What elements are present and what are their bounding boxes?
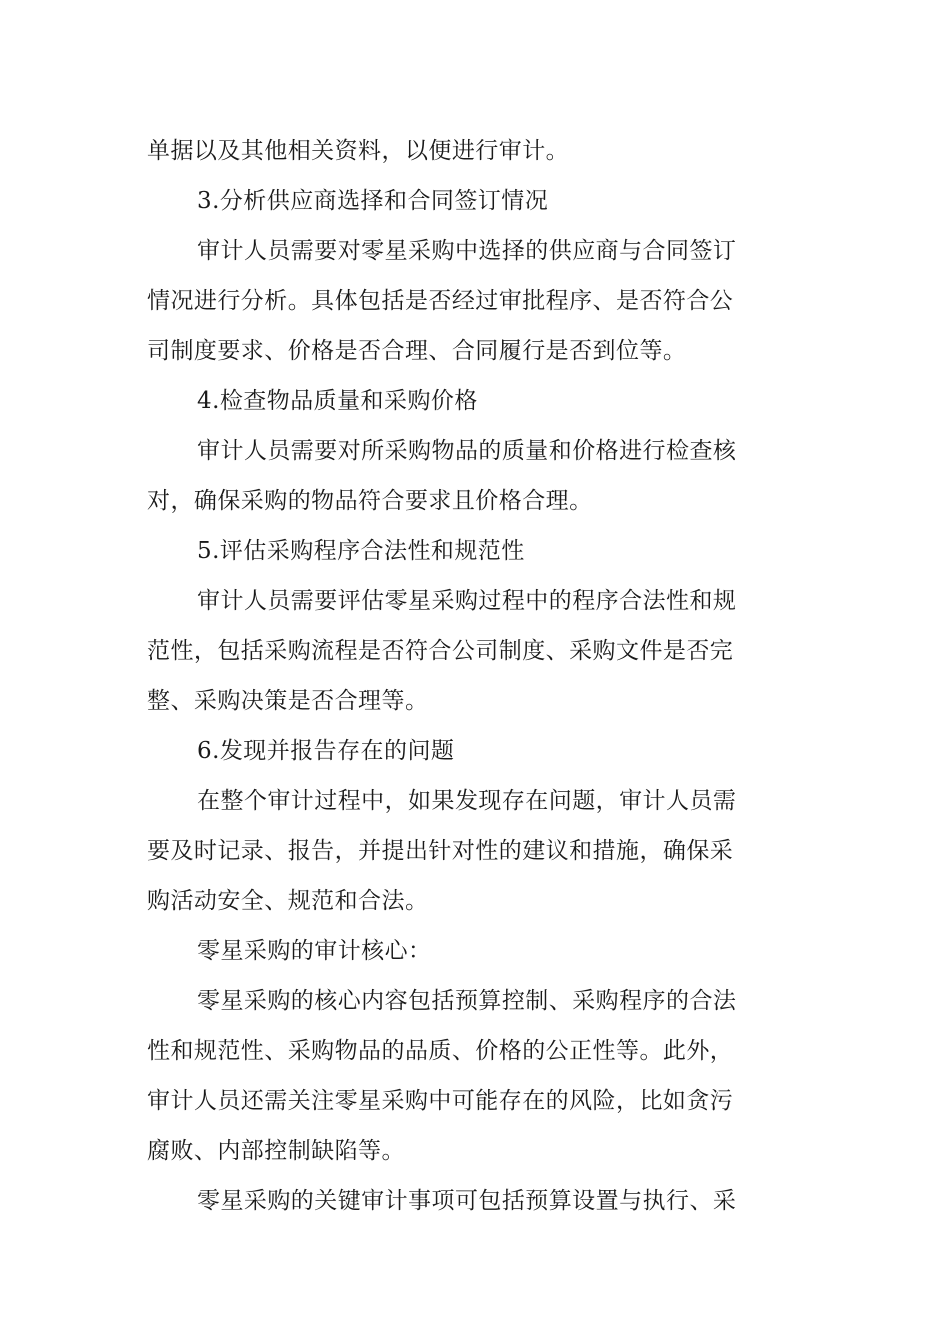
text-line: 司制度要求、价格是否合理、合同履行是否到位等。: [147, 338, 687, 364]
text-line: 审计人员需要评估零星采购过程中的程序合法性和规: [197, 588, 737, 614]
text-line: 购活动安全、规范和合法。: [147, 888, 429, 914]
text-line: 审计人员需要对零星采购中选择的供应商与合同签订: [197, 238, 737, 264]
section-heading-5: 5.评估采购程序合法性和规范性: [197, 538, 525, 564]
text-line: 整、采购决策是否合理等。: [147, 688, 429, 714]
subheading-audit-core: 零星采购的审计核心：: [197, 938, 432, 964]
text-line: 对，确保采购的物品符合要求且价格合理。: [147, 488, 593, 514]
text-line: 在整个审计过程中，如果发现存在问题，审计人员需: [197, 788, 737, 814]
text-line: 审计人员还需关注零星采购中可能存在的风险，比如贪污: [147, 1088, 734, 1114]
section-heading-6: 6.发现并报告存在的问题: [197, 738, 455, 764]
text-line: 审计人员需要对所采购物品的质量和价格进行检查核: [197, 438, 737, 464]
text-line: 单据以及其他相关资料，以便进行审计。: [147, 138, 570, 164]
text-line: 零星采购的核心内容包括预算控制、采购程序的合法: [197, 988, 737, 1014]
text-line: 要及时记录、报告，并提出针对性的建议和措施，确保采: [147, 838, 734, 864]
text-line: 腐败、内部控制缺陷等。: [147, 1138, 405, 1164]
text-line: 零星采购的关键审计事项可包括预算设置与执行、采: [197, 1188, 737, 1214]
text-line: 情况进行分析。具体包括是否经过审批程序、是否符合公: [147, 288, 734, 314]
text-line: 性和规范性、采购物品的品质、价格的公正性等。此外，: [147, 1038, 734, 1064]
section-heading-4: 4.检查物品质量和采购价格: [197, 388, 478, 414]
text-line: 范性，包括采购流程是否符合公司制度、采购文件是否完: [147, 638, 734, 664]
section-heading-3: 3.分析供应商选择和合同签订情况: [197, 188, 549, 214]
